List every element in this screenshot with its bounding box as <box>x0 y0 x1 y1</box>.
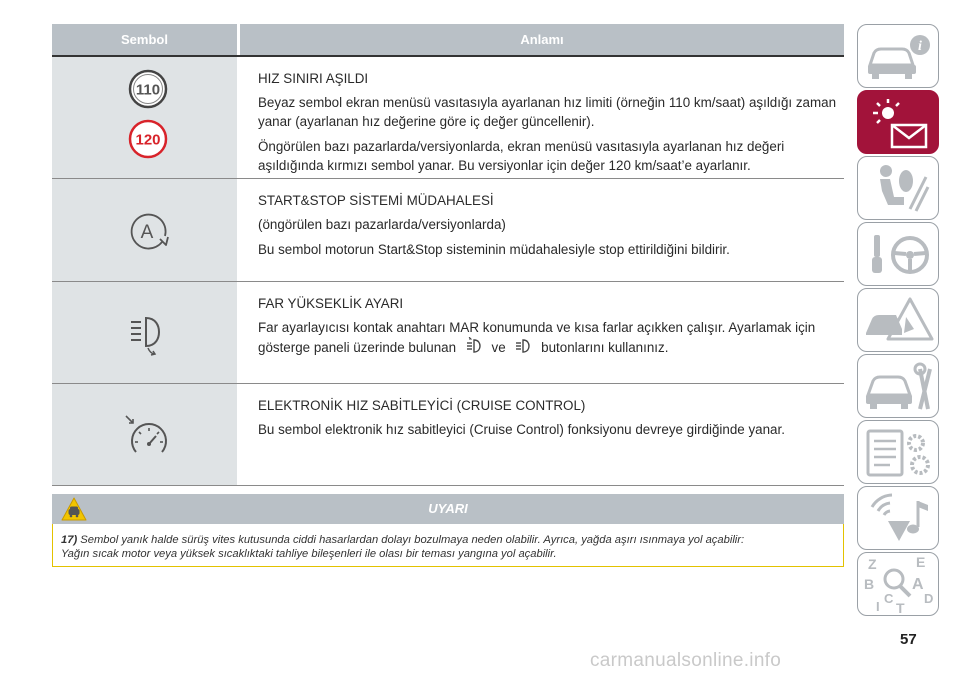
warning-title: UYARI <box>428 501 468 516</box>
car-info-icon <box>858 25 940 89</box>
header-meaning: Anlamı <box>520 32 564 47</box>
table-row <box>52 384 844 486</box>
table-row <box>52 282 844 384</box>
nav-tab-car-info[interactable] <box>857 24 939 88</box>
nav-tab-technical-data[interactable] <box>857 420 939 484</box>
symbol-cell <box>52 384 237 485</box>
symbol-cell <box>52 57 237 178</box>
maintenance-icon <box>858 355 940 419</box>
symbol-cell <box>52 282 237 383</box>
svg-text:i: i <box>918 39 922 54</box>
header-symbol: Sembol <box>121 32 168 47</box>
nav-tab-maintenance[interactable] <box>857 354 939 418</box>
meaning-cell <box>258 282 844 357</box>
headlight-up-button-icon <box>465 337 483 355</box>
nav-tab-index[interactable] <box>857 552 939 616</box>
nav-tab-multimedia[interactable] <box>857 486 939 550</box>
index-letter: D <box>924 591 934 606</box>
meaning-cell <box>258 384 844 439</box>
row-text: Beyaz sembol ekran menüsü vasıtasıyla ayarlanan hız limiti (örneğin 110 km/saat) aşıldığı zaman yanar (ayarlanan hız değerine göre iç değer güncellenir). <box>258 95 837 129</box>
index-letter: A <box>912 576 924 593</box>
speed-limit-white-icon <box>128 69 168 109</box>
index-letter: C <box>884 591 894 606</box>
technical-data-icon <box>858 421 940 485</box>
index-letter: E <box>916 554 926 570</box>
row-text-line: ve <box>491 340 506 355</box>
table-header <box>52 24 844 57</box>
headlight-leveling-icon <box>126 312 166 358</box>
page-number: 57 <box>900 631 917 648</box>
row-text: (öngörülen bazı pazarlarda/versiyonlarda) <box>258 217 506 232</box>
index-letter: T <box>896 600 905 616</box>
headlight-down-button-icon <box>514 337 532 355</box>
speed-value-110: 110 <box>135 81 161 99</box>
start-stop-letter: A <box>140 222 154 243</box>
warning-line: Yağın sıcak motor veya yüksek sıcaklıktaki tahliye bileşenleri ile olası bir teması yangına yol açabilir. <box>61 548 557 560</box>
nav-tab-emergency[interactable] <box>857 288 939 352</box>
meaning-cell <box>258 179 844 259</box>
multimedia-icon <box>858 487 940 551</box>
watermark: carmanualsonline.info <box>590 650 782 671</box>
row-title: FAR YÜKSEKLİK AYARI <box>258 296 404 311</box>
row-text: Bu sembol elektronik hız sabitleyici (Cruise Control) fonksiyonu devreye girdiğinde yanar. <box>258 422 785 437</box>
cruise-control-icon <box>122 414 174 460</box>
meaning-cell <box>258 57 844 175</box>
row-text-line: butonlarını kullanınız. <box>541 340 669 355</box>
emergency-icon <box>858 289 940 353</box>
row-text <box>258 318 844 357</box>
nav-tab-driving[interactable] <box>857 222 939 286</box>
nav-tab-safety[interactable] <box>857 156 939 220</box>
row-title: START&STOP SİSTEMİ MÜDAHALESİ <box>258 193 494 208</box>
speed-value-120: 120 <box>135 131 161 149</box>
row-title: ELEKTRONİK HIZ SABİTLEYİCİ (CRUISE CONTROL) <box>258 398 586 413</box>
warning-box <box>52 494 844 567</box>
index-letter: B <box>864 576 875 592</box>
start-stop-icon <box>124 209 174 253</box>
index-letter: Z <box>868 556 877 572</box>
symbol-table <box>52 24 844 486</box>
warning-text <box>52 524 844 567</box>
speed-limit-red-icon <box>128 119 168 159</box>
index-letter: I <box>876 599 880 614</box>
symbol-cell <box>52 179 237 281</box>
index-icon <box>858 553 940 617</box>
warning-line: Sembol yanık halde sürüş vites kutusunda ciddi hasarlardan dolayı bozulmaya neden olabilir. Ayrıca, yağda aşırı ısınmaya yol açabilir: <box>80 534 745 546</box>
key-steering-icon <box>858 223 940 287</box>
row-text: Öngörülen bazı pazarlarda/versiyonlarda, ekran menüsü vasıtasıyla ayarlanan hız değeri aşıldığında kırmızı sembol yanar. Bu versiyonlar için değer 120 km/saat’e ayarlanır. <box>258 139 785 173</box>
airbag-safety-icon <box>858 157 940 221</box>
table-row <box>52 179 844 282</box>
row-text: Bu sembol motorun Start&Stop sisteminin müdahalesiyle stop ettirildiğini bildirir. <box>258 242 730 257</box>
row-title: HIZ SINIRI AŞILDI <box>258 71 369 86</box>
warning-note-number: 17) <box>61 534 78 546</box>
row-text-line: Far ayarlayıcısı kontak anahtarı MAR konumunda ve kısa farlar açıkken çalışır. Ayarlamak için <box>258 320 816 335</box>
row-text-line: gösterge paneli üzerinde bulunan <box>258 340 457 355</box>
nav-tab-warning-lights[interactable] <box>857 90 939 154</box>
table-row <box>52 57 844 179</box>
warning-header <box>52 494 844 524</box>
warning-lights-icon <box>858 91 940 155</box>
